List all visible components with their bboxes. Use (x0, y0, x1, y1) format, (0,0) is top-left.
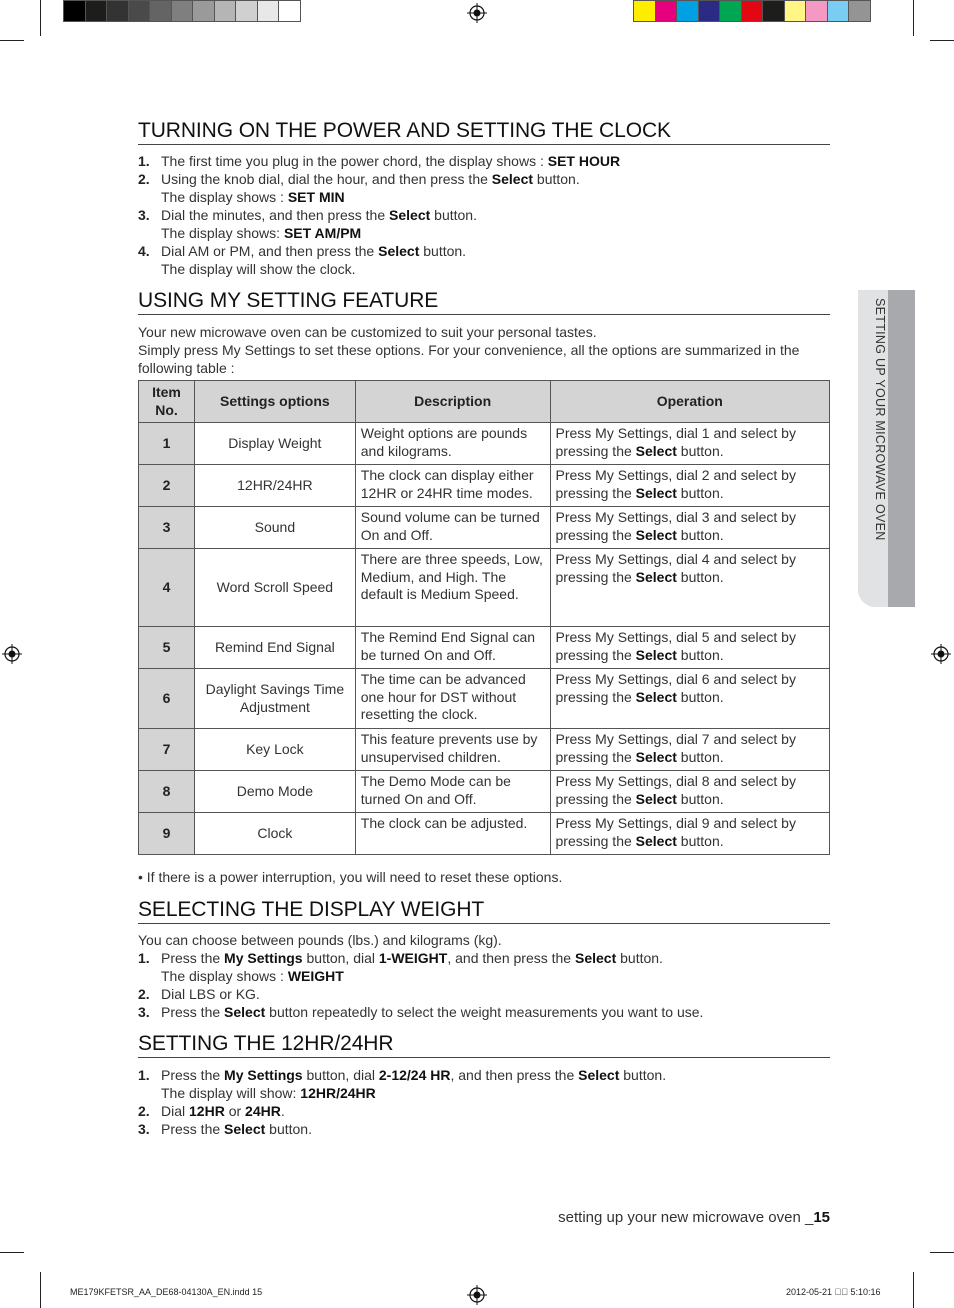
step-text: Press the Select button. (161, 1121, 312, 1137)
step-number: 2. (138, 986, 150, 1002)
color-swatch-bar (634, 0, 871, 22)
step-number: 4. (138, 243, 150, 259)
operation-cell: Press My Settings, dial 5 and select by pressing the Select button. (550, 627, 830, 669)
color-swatch (257, 0, 280, 22)
color-swatch (85, 0, 108, 22)
color-swatch (278, 0, 301, 22)
item-number-cell: 6 (139, 669, 195, 729)
color-swatch (762, 0, 785, 22)
crop-mark (913, 0, 914, 36)
item-number-cell: 7 (139, 729, 195, 771)
table-row (139, 627, 830, 669)
step-number: 3. (138, 1121, 150, 1137)
color-swatch (655, 0, 678, 22)
operation-cell: Press My Settings, dial 1 and select by pressing the Select button. (550, 423, 830, 465)
description-cell: There are three speeds, Low, Medium, and High. The default is Medium Speed. (355, 549, 550, 627)
column-header: Settings options (194, 381, 355, 423)
operation-cell: Press My Settings, dial 6 and select by pressing the Select button. (550, 669, 830, 729)
crop-mark (913, 1272, 914, 1308)
step-number: 1. (138, 950, 150, 966)
column-header: Operation (550, 381, 830, 423)
color-swatch (149, 0, 172, 22)
step-number: 2. (138, 171, 150, 187)
section-title-display-weight: SELECTING THE DISPLAY WEIGHT (138, 898, 830, 924)
item-number-cell: 5 (139, 627, 195, 669)
intro-text: following table : (138, 360, 235, 376)
step-text: Dial AM or PM, and then press the Select button. (161, 243, 467, 259)
section-title-power-clock: TURNING ON THE POWER AND SETTING THE CLOCK (138, 119, 830, 145)
table-row (139, 423, 830, 465)
settings-option-cell: Remind End Signal (194, 627, 355, 669)
description-cell: This feature prevents use by unsupervised children. (355, 729, 550, 771)
registration-mark-icon (931, 644, 951, 664)
table-row (139, 771, 830, 813)
color-swatch (171, 0, 194, 22)
operation-cell: Press My Settings, dial 8 and select by pressing the Select button. (550, 771, 830, 813)
color-swatch (235, 0, 258, 22)
color-swatch (719, 0, 742, 22)
operation-cell: Press My Settings, dial 7 and select by pressing the Select button. (550, 729, 830, 771)
item-number-cell: 9 (139, 813, 195, 855)
registration-mark-icon (467, 1285, 487, 1305)
color-swatch (848, 0, 871, 22)
settings-option-cell: Clock (194, 813, 355, 855)
intro-text: You can choose between pounds (lbs.) and kilograms (kg). (138, 932, 502, 948)
gray-swatch-bar (64, 0, 301, 22)
color-swatch (827, 0, 850, 22)
color-swatch (633, 0, 656, 22)
color-swatch (698, 0, 721, 22)
step-text: Press the My Settings button, dial 2-12/24 HR, and then press the Select button. (161, 1067, 667, 1083)
operation-cell: Press My Settings, dial 9 and select by pressing the Select button. (550, 813, 830, 855)
color-swatch (784, 0, 807, 22)
column-header: Item No. (139, 381, 195, 423)
step-text: The display shows : SET MIN (161, 189, 345, 205)
registration-mark-icon (467, 3, 487, 23)
step-text: Using the knob dial, dial the hour, and then press the Select button. (161, 171, 580, 187)
table-row (139, 507, 830, 549)
operation-cell: Press My Settings, dial 3 and select by pressing the Select button. (550, 507, 830, 549)
color-swatch (214, 0, 237, 22)
crop-mark (930, 40, 954, 41)
table-row (139, 549, 830, 627)
step-text: Press the My Settings button, dial 1-WEIGHT, and then press the Select button. (161, 950, 663, 966)
side-tab-label: SETTING UP YOUR MICROWAVE OVEN (873, 298, 887, 541)
step-number: 1. (138, 153, 150, 169)
description-cell: The Remind End Signal can be turned On and Off. (355, 627, 550, 669)
table-row (139, 813, 830, 855)
step-text: The first time you plug in the power chord, the display shows : SET HOUR (161, 153, 621, 169)
color-swatch (676, 0, 699, 22)
settings-option-cell: Daylight Savings Time Adjustment (194, 669, 355, 729)
intro-text: Your new microwave oven can be customized to suit your personal tastes. (138, 324, 597, 340)
color-swatch (192, 0, 215, 22)
table-row (139, 729, 830, 771)
operation-cell: Press My Settings, dial 2 and select by pressing the Select button. (550, 465, 830, 507)
step-number: 3. (138, 1004, 150, 1020)
step-text: Dial LBS or KG. (161, 986, 260, 1002)
settings-option-cell: Key Lock (194, 729, 355, 771)
description-cell: Sound volume can be turned On and Off. (355, 507, 550, 549)
step-text: The display will show the clock. (161, 261, 356, 277)
description-cell: The clock can be adjusted. (355, 813, 550, 855)
item-number-cell: 8 (139, 771, 195, 813)
description-cell: The Demo Mode can be turned On and Off. (355, 771, 550, 813)
step-text: Press the Select button repeatedly to select the weight measurements you want to use. (161, 1004, 704, 1020)
settings-option-cell: 12HR/24HR (194, 465, 355, 507)
step-text: The display shows : WEIGHT (161, 968, 344, 984)
table-row (139, 669, 830, 729)
operation-cell: Press My Settings, dial 4 and select by pressing the Select button. (550, 549, 830, 627)
settings-table (138, 380, 830, 855)
crop-mark (0, 1252, 24, 1253)
slug-date: 2012-05-21 ￿￿ 5:10:16 (786, 1287, 881, 1297)
settings-option-cell: Sound (194, 507, 355, 549)
registration-mark-icon (2, 644, 22, 664)
slug-filename: ME179KFETSR_AA_DE68-04130A_EN.indd 15 (70, 1287, 263, 1297)
step-number: 3. (138, 207, 150, 223)
section-title-my-setting: USING MY SETTING FEATURE (138, 289, 830, 315)
color-swatch (106, 0, 129, 22)
step-text: Dial the minutes, and then press the Select button. (161, 207, 477, 223)
table-row (139, 465, 830, 507)
description-cell: Weight options are pounds and kilograms. (355, 423, 550, 465)
power-note: • If there is a power interruption, you will need to reset these options. (138, 869, 563, 885)
description-cell: The clock can display either 12HR or 24HR time modes. (355, 465, 550, 507)
item-number-cell: 1 (139, 423, 195, 465)
page-number: 15 (813, 1209, 830, 1226)
step-number: 2. (138, 1103, 150, 1119)
item-number-cell: 2 (139, 465, 195, 507)
color-swatch (128, 0, 151, 22)
color-swatch (805, 0, 828, 22)
column-header: Description (355, 381, 550, 423)
settings-option-cell: Demo Mode (194, 771, 355, 813)
color-swatch (741, 0, 764, 22)
intro-text: Simply press My Settings to set these options. For your convenience, all the options are summarized in the (138, 342, 800, 358)
crop-mark (0, 40, 24, 41)
step-text: The display shows: SET AM/PM (161, 225, 362, 241)
crop-mark (40, 0, 41, 36)
step-text: The display will show: 12HR/24HR (161, 1085, 376, 1101)
item-number-cell: 3 (139, 507, 195, 549)
item-number-cell: 4 (139, 549, 195, 627)
description-cell: The time can be advanced one hour for DST without resetting the clock. (355, 669, 550, 729)
crop-mark (40, 1272, 41, 1308)
settings-option-cell: Display Weight (194, 423, 355, 465)
step-number: 1. (138, 1067, 150, 1083)
color-swatch (63, 0, 86, 22)
section-title-12hr-24hr: SETTING THE 12HR/24HR (138, 1032, 830, 1058)
crop-mark (930, 1252, 954, 1253)
step-text: Dial 12HR or 24HR. (161, 1103, 285, 1119)
page-footer: setting up your new microwave oven _15 (558, 1209, 830, 1226)
settings-option-cell: Word Scroll Speed (194, 549, 355, 627)
table-header-row (139, 381, 830, 423)
